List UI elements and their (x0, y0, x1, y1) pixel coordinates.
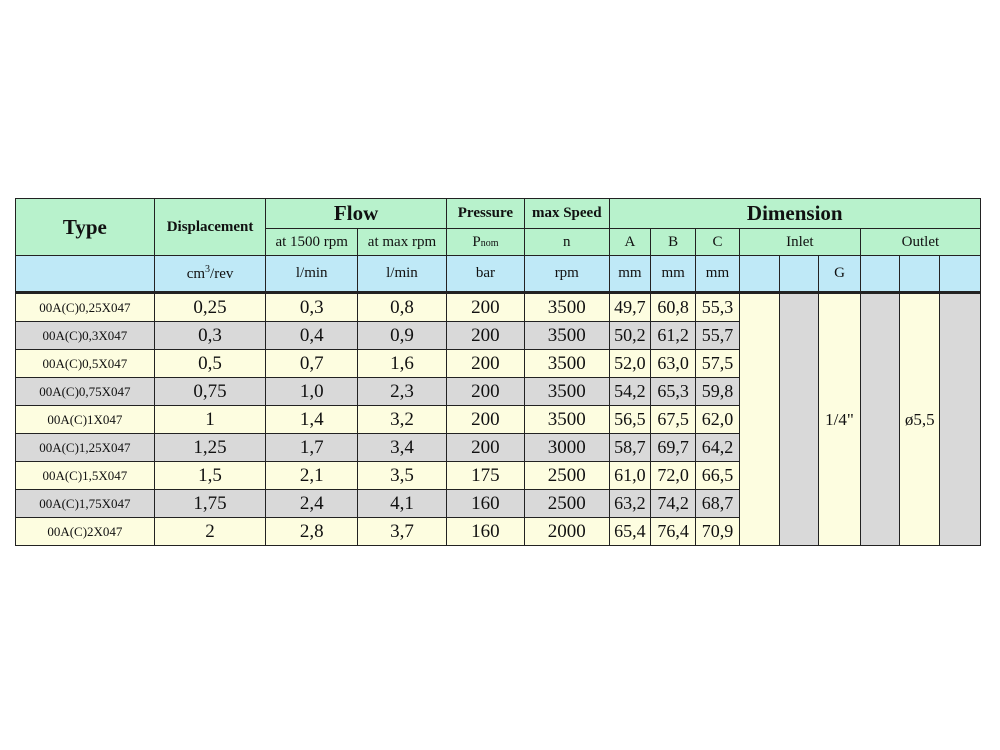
unit-type-empty (16, 256, 155, 293)
unit-displacement: $cm^3$/rev (154, 256, 266, 293)
displacement-cell: 1,25 (154, 434, 266, 462)
dim-c-cell: 64,2 (696, 434, 740, 462)
dim-b-cell: 61,2 (651, 322, 696, 350)
header-dimension: Dimension (609, 199, 980, 229)
dim-b-cell: 60,8 (651, 293, 696, 322)
unit-pressure: bar (446, 256, 524, 293)
flow-max-cell: 3,4 (358, 434, 447, 462)
pressure-cell: 200 (446, 350, 524, 378)
dim-a-cell: 58,7 (609, 434, 651, 462)
speed-cell: 3500 (525, 378, 609, 406)
header-dim-b: B (651, 229, 696, 256)
pressure-cell: 175 (446, 462, 524, 490)
outlet-size: ø5,5 (900, 293, 940, 546)
header-outlet: Outlet (860, 229, 980, 256)
unit-inlet-2 (779, 256, 819, 293)
pressure-cell: 160 (446, 518, 524, 546)
dim-b-cell: 74,2 (651, 490, 696, 518)
dim-a-cell: 49,7 (609, 293, 651, 322)
inlet-size: 1/4" (819, 293, 861, 546)
speed-cell: 3500 (525, 406, 609, 434)
header-dim-a: A (609, 229, 651, 256)
type-cell: 00A(C)2X047 (16, 518, 155, 546)
header-displacement: Displacement (154, 199, 266, 256)
header-max-speed: max Speed (525, 199, 609, 229)
flow-1500-cell: 1,7 (266, 434, 358, 462)
header-pressure: Pressure (446, 199, 524, 229)
unit-inlet-1 (739, 256, 779, 293)
unit-flow-1500: l/min (266, 256, 358, 293)
unit-b: mm (651, 256, 696, 293)
dim-a-cell: 56,5 (609, 406, 651, 434)
unit-outlet-2 (900, 256, 940, 293)
dim-b-cell: 69,7 (651, 434, 696, 462)
flow-1500-cell: 0,3 (266, 293, 358, 322)
header-speed-symbol: n (525, 229, 609, 256)
dim-a-cell: 63,2 (609, 490, 651, 518)
flow-max-cell: 1,6 (358, 350, 447, 378)
dim-b-cell: 76,4 (651, 518, 696, 546)
dim-b-cell: 65,3 (651, 378, 696, 406)
displacement-cell: 0,5 (154, 350, 266, 378)
displacement-cell: 1,75 (154, 490, 266, 518)
header-flow: Flow (266, 199, 446, 229)
pressure-cell: 200 (446, 434, 524, 462)
type-cell: 00A(C)0,75X047 (16, 378, 155, 406)
flow-1500-cell: 2,4 (266, 490, 358, 518)
dim-c-cell: 55,7 (696, 322, 740, 350)
dim-c-cell: 55,3 (696, 293, 740, 322)
type-cell: 00A(C)1,25X047 (16, 434, 155, 462)
flow-max-cell: 3,2 (358, 406, 447, 434)
flow-max-cell: 3,5 (358, 462, 447, 490)
header-type: Type (16, 199, 155, 256)
dim-a-cell: 54,2 (609, 378, 651, 406)
dim-b-cell: 67,5 (651, 406, 696, 434)
pressure-cell: 200 (446, 322, 524, 350)
unit-inlet-g: G (819, 256, 861, 293)
dim-b-cell: 72,0 (651, 462, 696, 490)
speed-cell: 2000 (525, 518, 609, 546)
inlet-col-1 (739, 293, 779, 546)
pressure-cell: 200 (446, 378, 524, 406)
displacement-cell: 2 (154, 518, 266, 546)
speed-cell: 2500 (525, 490, 609, 518)
inlet-col-2 (779, 293, 819, 546)
table-row (16, 293, 981, 322)
speed-cell: 3500 (525, 293, 609, 322)
flow-max-cell: 4,1 (358, 490, 447, 518)
header-flow-1500: at 1500 rpm (266, 229, 358, 256)
flow-1500-cell: 2,1 (266, 462, 358, 490)
flow-max-cell: 2,3 (358, 378, 447, 406)
header-inlet: Inlet (739, 229, 860, 256)
type-cell: 00A(C)0,25X047 (16, 293, 155, 322)
header-flow-max: at max rpm (358, 229, 447, 256)
dim-a-cell: 61,0 (609, 462, 651, 490)
flow-1500-cell: 0,7 (266, 350, 358, 378)
pressure-cell: 160 (446, 490, 524, 518)
pressure-cell: 200 (446, 293, 524, 322)
unit-c: mm (696, 256, 740, 293)
dim-c-cell: 62,0 (696, 406, 740, 434)
type-cell: 00A(C)1X047 (16, 406, 155, 434)
header-dim-c: C (696, 229, 740, 256)
flow-max-cell: 0,9 (358, 322, 447, 350)
dim-a-cell: 50,2 (609, 322, 651, 350)
speed-cell: 2500 (525, 462, 609, 490)
type-cell: 00A(C)0,5X047 (16, 350, 155, 378)
displacement-cell: 0,3 (154, 322, 266, 350)
unit-flow-max: l/min (358, 256, 447, 293)
type-cell: 00A(C)1,75X047 (16, 490, 155, 518)
flow-max-cell: 3,7 (358, 518, 447, 546)
displacement-cell: 0,75 (154, 378, 266, 406)
speed-cell: 3500 (525, 322, 609, 350)
dim-a-cell: 52,0 (609, 350, 651, 378)
dim-c-cell: 59,8 (696, 378, 740, 406)
type-cell: 00A(C)0,3X047 (16, 322, 155, 350)
flow-1500-cell: 1,0 (266, 378, 358, 406)
dim-c-cell: 70,9 (696, 518, 740, 546)
flow-max-cell: 0,8 (358, 293, 447, 322)
outlet-col-3 (940, 293, 981, 546)
unit-outlet-1 (860, 256, 900, 293)
unit-speed: rpm (525, 256, 609, 293)
displacement-cell: 1,5 (154, 462, 266, 490)
dim-c-cell: 68,7 (696, 490, 740, 518)
displacement-cell: 0,25 (154, 293, 266, 322)
unit-outlet-3 (940, 256, 981, 293)
flow-1500-cell: 0,4 (266, 322, 358, 350)
type-cell: 00A(C)1,5X047 (16, 462, 155, 490)
unit-a: mm (609, 256, 651, 293)
speed-cell: 3500 (525, 350, 609, 378)
outlet-col-1 (860, 293, 900, 546)
dim-c-cell: 66,5 (696, 462, 740, 490)
dim-a-cell: 65,4 (609, 518, 651, 546)
flow-1500-cell: 2,8 (266, 518, 358, 546)
dim-b-cell: 63,0 (651, 350, 696, 378)
displacement-cell: 1 (154, 406, 266, 434)
pressure-cell: 200 (446, 406, 524, 434)
speed-cell: 3000 (525, 434, 609, 462)
flow-1500-cell: 1,4 (266, 406, 358, 434)
dim-c-cell: 57,5 (696, 350, 740, 378)
pump-spec-table (15, 198, 981, 546)
header-pressure-symbol: Pnom (446, 229, 524, 256)
